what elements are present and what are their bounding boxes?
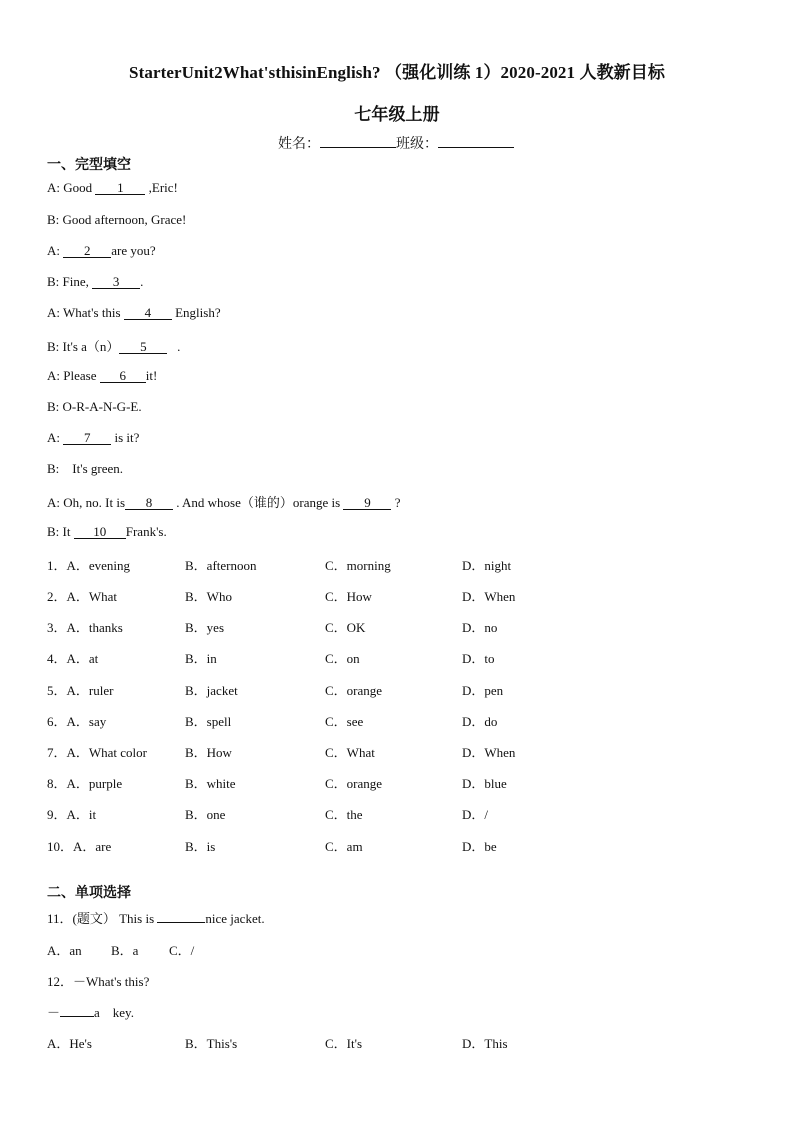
options-row-10 bbox=[47, 836, 747, 852]
option-d[interactable]: D．When bbox=[462, 745, 516, 760]
options-row-5 bbox=[47, 680, 747, 696]
option-b[interactable]: B．jacket bbox=[185, 683, 238, 698]
option-d[interactable]: D．This bbox=[462, 1036, 508, 1051]
options-row-4 bbox=[47, 648, 747, 664]
blank-3[interactable]: 3 bbox=[92, 275, 140, 289]
option-b[interactable]: B．is bbox=[185, 839, 216, 854]
option-d[interactable]: D．do bbox=[462, 714, 498, 729]
class-field[interactable] bbox=[438, 133, 514, 148]
question-11: 11．(题文） This is nice jacket. bbox=[47, 911, 265, 926]
option-b[interactable]: B．spell bbox=[185, 714, 232, 729]
option-c[interactable]: C．morning bbox=[325, 558, 391, 573]
option-a[interactable]: 2．A．What bbox=[47, 589, 118, 604]
option-c[interactable]: C．How bbox=[325, 589, 372, 604]
option-d[interactable]: D．/ bbox=[462, 807, 489, 822]
options-row-9 bbox=[47, 804, 747, 820]
dialogue-line: B: Fine, 3 . bbox=[47, 274, 144, 289]
option-d[interactable]: D．blue bbox=[462, 776, 507, 791]
option-a[interactable]: A．He's bbox=[47, 1036, 92, 1051]
option-a[interactable]: 5．A．ruler bbox=[47, 683, 114, 698]
option-d[interactable]: D．pen bbox=[462, 683, 504, 698]
q12-options bbox=[47, 1033, 747, 1049]
option-c[interactable]: C．orange bbox=[325, 776, 383, 791]
option-b[interactable]: B．yes bbox=[185, 620, 225, 635]
dialogue-line: A: 2 are you? bbox=[47, 243, 156, 258]
name-class-bar bbox=[278, 133, 514, 153]
section2-heading: 二、单项选择 bbox=[47, 886, 131, 901]
blank-8[interactable]: 8 bbox=[125, 496, 173, 510]
option-c[interactable]: C．am bbox=[325, 839, 363, 854]
option-d[interactable]: D．to bbox=[462, 651, 495, 666]
option-b[interactable]: B．white bbox=[185, 776, 236, 791]
name-label: 姓名： bbox=[278, 137, 320, 152]
option-c[interactable]: C．the bbox=[325, 807, 363, 822]
blank-9[interactable]: 9 bbox=[343, 496, 391, 510]
option-d[interactable]: D．night bbox=[462, 558, 512, 573]
option-a[interactable]: 10．A．are bbox=[47, 839, 112, 854]
blank-2[interactable]: 2 bbox=[63, 244, 111, 258]
option-b[interactable]: B．in bbox=[185, 651, 217, 666]
dialogue-line: B: It's green. bbox=[47, 461, 123, 476]
document-title: StarterUnit2What'sthisinEnglish? （强化训练 1）2020-2021 人教新目标 bbox=[129, 63, 665, 82]
question-12-answer: － a key. bbox=[47, 1005, 134, 1020]
option-a[interactable]: A．an bbox=[47, 943, 82, 958]
option-a[interactable]: 1．A．evening bbox=[47, 558, 131, 573]
option-b[interactable]: B．Who bbox=[185, 589, 232, 604]
option-b[interactable]: B．How bbox=[185, 745, 232, 760]
options-row-2 bbox=[47, 586, 747, 602]
blank-12[interactable] bbox=[60, 1016, 94, 1017]
option-a[interactable]: 3．A．thanks bbox=[47, 620, 123, 635]
option-a[interactable]: 4．A．at bbox=[47, 651, 99, 666]
dialogue-line: A: Please 6 it! bbox=[47, 368, 158, 383]
dialogue-line: B: It's a（n） 5 . bbox=[47, 339, 181, 354]
option-b[interactable]: B．a bbox=[111, 943, 139, 958]
blank-6[interactable]: 6 bbox=[100, 369, 146, 383]
document-subtitle: 七年级上册 bbox=[354, 105, 440, 124]
option-c[interactable]: C．see bbox=[325, 714, 364, 729]
option-c[interactable]: C．/ bbox=[169, 943, 195, 958]
options-row-1 bbox=[47, 555, 747, 571]
option-b[interactable]: B．This's bbox=[185, 1036, 238, 1051]
options-row-8 bbox=[47, 773, 747, 789]
options-row-7 bbox=[47, 742, 747, 758]
section1-heading: 一、完型填空 bbox=[47, 158, 131, 173]
option-c[interactable]: C．on bbox=[325, 651, 360, 666]
option-a[interactable]: 9．A．it bbox=[47, 807, 97, 822]
name-field[interactable] bbox=[320, 133, 396, 148]
blank-4[interactable]: 4 bbox=[124, 306, 172, 320]
option-d[interactable]: D．When bbox=[462, 589, 516, 604]
dialogue-line: B: O-R-A-N-G-E. bbox=[47, 399, 142, 414]
option-c[interactable]: C．It's bbox=[325, 1036, 363, 1051]
class-label: 班级： bbox=[396, 137, 438, 152]
option-c[interactable]: C．What bbox=[325, 745, 375, 760]
option-b[interactable]: B．one bbox=[185, 807, 226, 822]
option-c[interactable]: C．orange bbox=[325, 683, 383, 698]
blank-1[interactable]: 1 bbox=[95, 181, 145, 195]
dialogue-line: A: 7 is it? bbox=[47, 430, 140, 445]
option-c[interactable]: C．OK bbox=[325, 620, 366, 635]
question-12: 12．－What's this? bbox=[47, 974, 150, 989]
options-row-3 bbox=[47, 617, 747, 633]
option-d[interactable]: D．no bbox=[462, 620, 498, 635]
option-a[interactable]: 8．A．purple bbox=[47, 776, 123, 791]
q11-options bbox=[47, 940, 747, 956]
dialogue-line: B: It 10 Frank's. bbox=[47, 524, 167, 539]
option-d[interactable]: D．be bbox=[462, 839, 497, 854]
blank-11[interactable] bbox=[157, 922, 205, 923]
options-row-6 bbox=[47, 711, 747, 727]
blank-10[interactable]: 10 bbox=[74, 525, 126, 539]
dialogue-line: A: Good 1 ,Eric! bbox=[47, 180, 178, 195]
dialogue-line: B: Good afternoon, Grace! bbox=[47, 212, 187, 227]
option-b[interactable]: B．afternoon bbox=[185, 558, 257, 573]
dialogue-line: A: What's this 4 English? bbox=[47, 305, 221, 320]
dialogue-line: A: Oh, no. It is 8 . And whose（谁的）orange is 9 ? bbox=[47, 495, 401, 510]
blank-7[interactable]: 7 bbox=[63, 431, 111, 445]
option-a[interactable]: 6．A．say bbox=[47, 714, 107, 729]
blank-5[interactable]: 5 bbox=[119, 340, 167, 354]
option-a[interactable]: 7．A．What color bbox=[47, 745, 148, 760]
